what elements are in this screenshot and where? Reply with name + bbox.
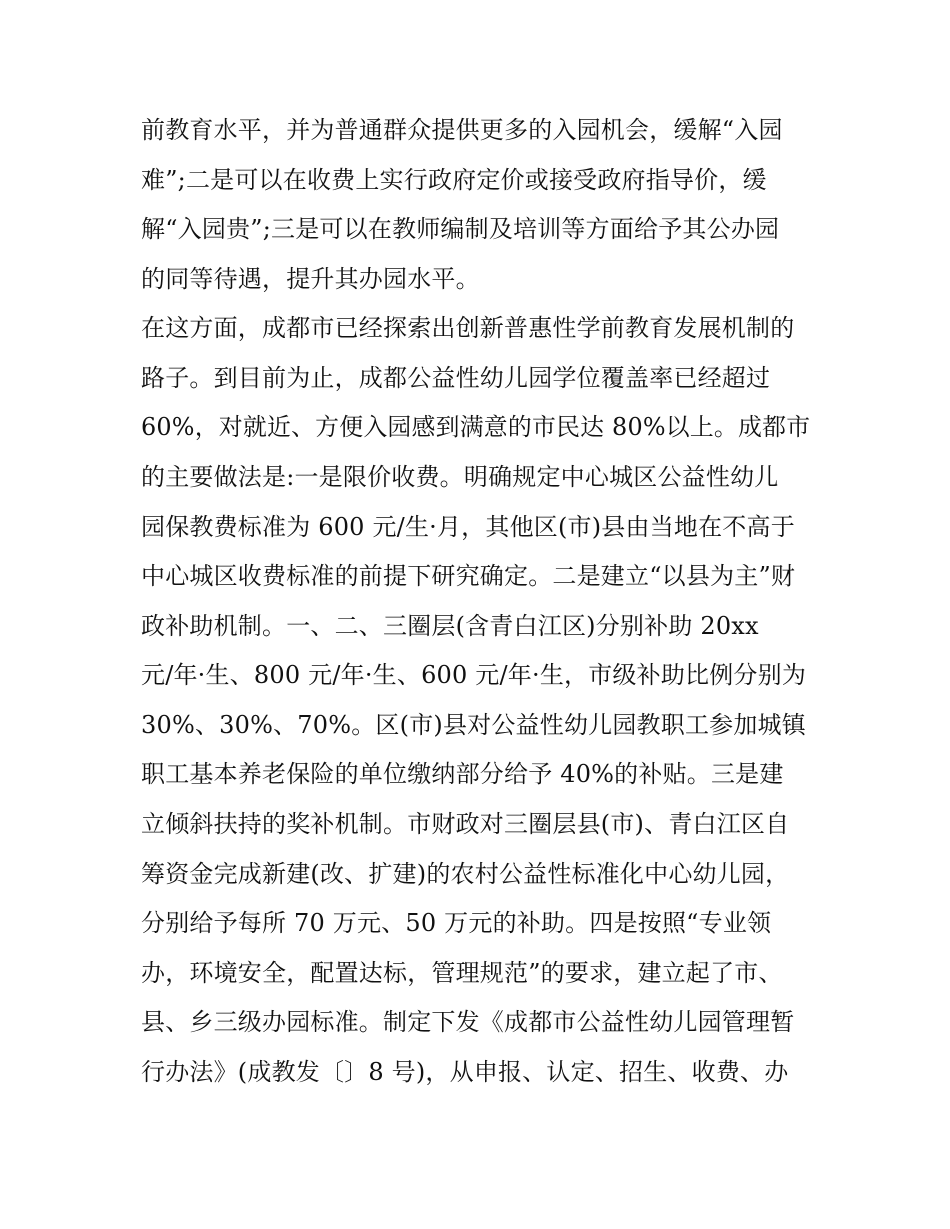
paragraph-line: 园保教费标准为 600 元/生·月，其他区(市)县由当地在不高于 [141, 513, 795, 541]
paragraph-line: 解“入园贵”;三是可以在教师编制及培训等方面给予其公办园 [141, 215, 780, 243]
paragraph-line: 的同等待遇，提升其办园水平。 [141, 265, 480, 293]
paragraph-line: 立倾斜扶持的奖补机制。市财政对三圈层县(市)、青白江区自 [141, 810, 790, 838]
paragraph-line: 筹资金完成新建(改、扩建)的农村公益性标准化中心幼儿园， [141, 860, 790, 888]
paragraph-line: 难”;二是可以在收费上实行政府定价或接受政府指导价，缓 [141, 166, 767, 194]
paragraph-line: 办，环境安全，配置达标，管理规范”的要求，建立起了市、 [141, 959, 783, 987]
paragraph-line: 行办法》(成教发〔〕8 号)，从申报、认定、招生、收费、办 [141, 1058, 789, 1086]
paragraph-line: 分别给予每所 70 万元、50 万元的补助。四是按照“专业领 [141, 909, 772, 937]
paragraph-line: 元/年·生、800 元/年·生、600 元/年·生，市级补助比例分别为 [141, 661, 807, 689]
paragraph-line: 路子。到目前为止，成都公益性幼儿园学位覆盖率已经超过 [141, 364, 771, 392]
paragraph-line: 前教育水平，并为普通群众提供更多的入园机会，缓解“入园 [141, 116, 783, 144]
paragraph-line: 县、乡三级办园标准。制定下发《成都市公益性幼儿园管理暂 [141, 1008, 795, 1036]
paragraph-line: 的主要做法是:一是限价收费。明确规定中心城区公益性幼儿 [141, 463, 779, 491]
paragraph-line: 中心城区收费标准的前提下研究确定。二是建立“以县为主”财 [141, 562, 796, 590]
paragraph-line: 在这方面，成都市已经探索出创新普惠性学前教育发展机制的 [141, 314, 795, 342]
paragraph-line: 60%，对就近、方便入园感到满意的市民达 80%以上。成都市 [141, 413, 811, 441]
paragraph-line: 职工基本养老保险的单位缴纳部分给予 40%的补贴。三是建 [141, 760, 784, 788]
paragraph-line: 30%、30%、70%。区(市)县对公益性幼儿园教职工参加城镇 [141, 711, 806, 739]
paragraph-line: 政补助机制。一、二、三圈层(含青白江区)分别补助 20xx [141, 612, 759, 640]
